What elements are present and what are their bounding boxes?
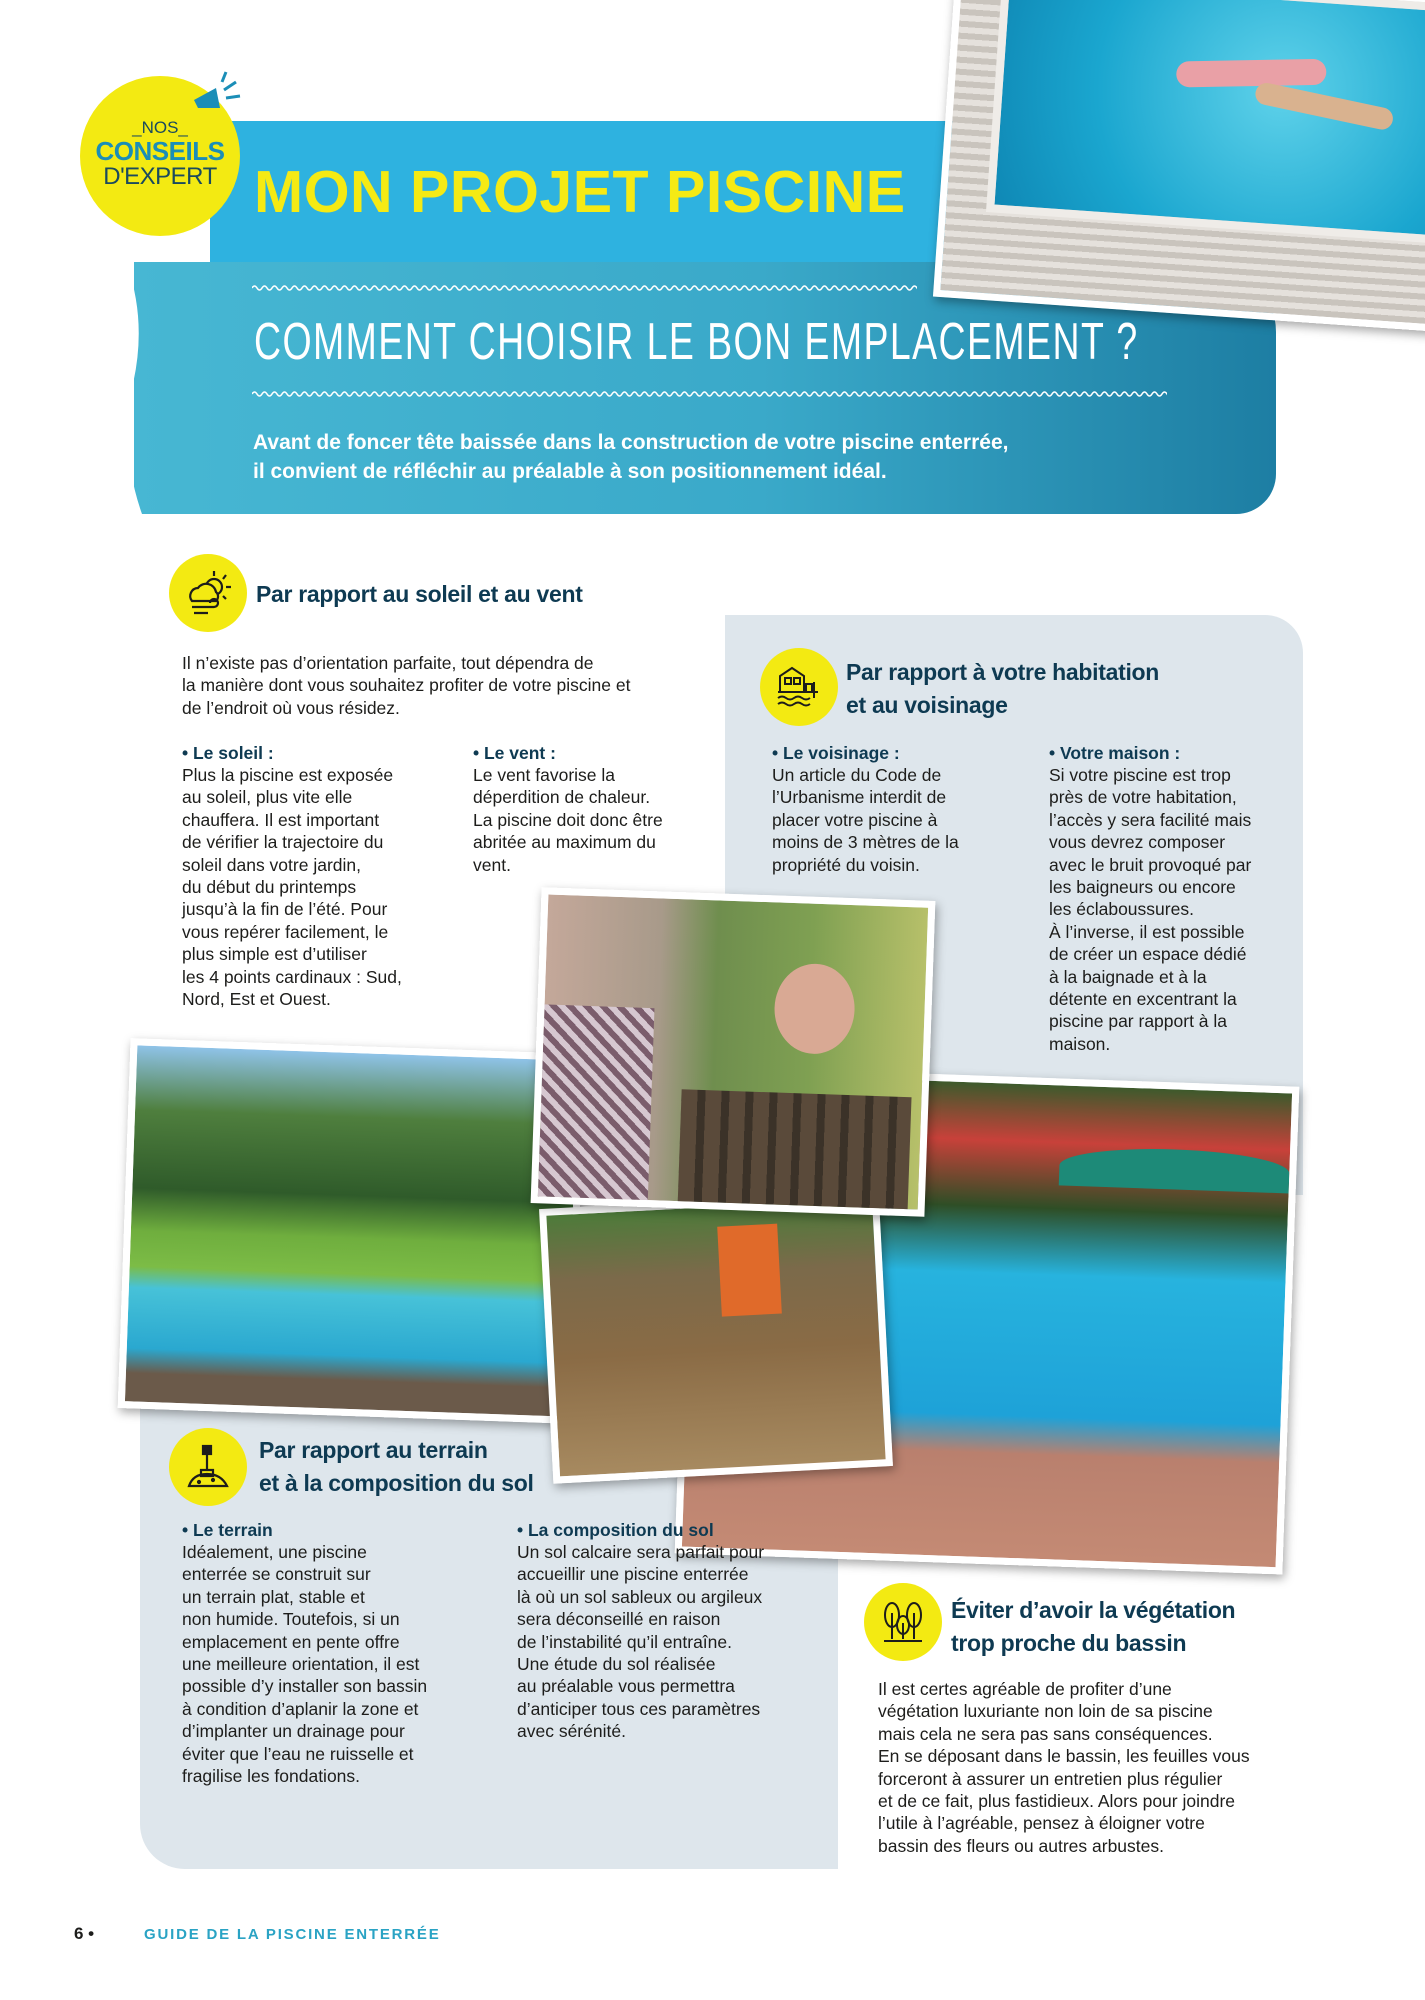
photo-pool-swimmers bbox=[933, 0, 1425, 333]
house-pool-icon bbox=[760, 648, 838, 726]
badge-top: _NOS_ bbox=[132, 118, 188, 137]
section-heading-sun: Par rapport au soleil et au vent bbox=[256, 581, 583, 607]
bullet-vent-title: • Le vent : bbox=[473, 743, 556, 763]
shovel-soil-icon bbox=[169, 1428, 247, 1506]
footer-guide-title: GUIDE DE LA PISCINE ENTERRÉE bbox=[144, 1926, 441, 1943]
bullet-terrain-text: Idéalement, une piscine enterrée se construit sur un terrain plat, stable et non humide. Toutefois, si un emplacement en pente offre une meilleure orientation, il est possible d’y installer son bassin à condition d’aplanir la zone et d’implanter un drainage pour éviter que l’eau ne ruisselle et fragilise les fondations. bbox=[182, 1542, 428, 1787]
page-number: 6 • bbox=[74, 1924, 95, 1943]
megaphone-icon bbox=[188, 70, 244, 126]
bullet-voisinage-text: Un article du Code de l’Urbanisme interdit de placer votre piscine à moins de 3 mètres de la propriété du voisin. bbox=[772, 765, 959, 875]
bullet-terrain-title: • Le terrain bbox=[182, 1520, 273, 1540]
sun-intro: Il n’existe pas d’orientation parfaite, tout dépendra de la manière dont vous souhaitez profiter de votre piscine et de l’endroit où vous résidez. bbox=[182, 653, 631, 718]
photo-neighbours bbox=[531, 887, 936, 1217]
photo-garden-pool bbox=[118, 1038, 586, 1424]
bullet-maison-title: • Votre maison : bbox=[1049, 743, 1181, 763]
badge-bottom: D'EXPERT bbox=[103, 163, 217, 190]
bullet-maison-text: Si votre piscine est trop près de votre habitation, l’accès y sera facilité mais vous devrez composer avec le bruit provoqué par les baigneurs ou encore les éclaboussures. À l’inverse, il est possible de créer un espace dédié à la baignade et à la détente en excentrant la piscine par rapport à la maison. bbox=[1049, 765, 1252, 1054]
bullet-sol-text: Un sol calcaire sera parfait pour accueillir une piscine enterrée là où un sol sableux ou argileux sera déconseillé en raison de l’instabilité qu’il entraîne. Une étude du sol réalisée au préalable vous permettra d’anticiper tous ces paramètres avec sérénité. bbox=[517, 1542, 765, 1742]
bullet-soleil-text: Plus la piscine est exposée au soleil, plus vite elle chauffera. Il est important de vérifier la trajectoire du soleil dans votre jardin, du début du printemps jusqu’à la fin de l’été. Pour vous repérer facilement, le plus simple est d’utiliser les 4 points cardinaux : Sud, Nord, Est et Ouest. bbox=[182, 765, 402, 1010]
wave-divider-bottom bbox=[252, 389, 1167, 399]
section-heading-house: Par rapport à votre habitation et au voisinage bbox=[846, 659, 1160, 718]
sun-cloud-wind-icon bbox=[169, 554, 247, 632]
bullet-soleil-title: • Le soleil : bbox=[182, 743, 274, 763]
bullet-vent-text: Le vent favorise la déperdition de chaleur. La piscine doit donc être abritée au maximum du vent. bbox=[473, 765, 663, 875]
section-heading-vegetation: Éviter d’avoir la végétation trop proche du bassin bbox=[951, 1597, 1236, 1656]
photo-excavation bbox=[539, 1191, 893, 1483]
badge-mid: CONSEILS bbox=[95, 136, 225, 166]
vegetation-text: Il est certes agréable de profiter d’une végétation luxuriante non loin de sa piscine mais cela ne sera pas sans conséquences. En se déposant dans le bassin, les feuilles vous forceront à assurer un entretien plus régulier et de ce fait, plus fastidieux. Alors pour joindre l’utile à l’agréable, pensez à éloigner votre bassin des fleurs ou autres arbustes. bbox=[878, 1679, 1250, 1856]
section-heading-soil: Par rapport au terrain et à la composition du sol bbox=[259, 1437, 534, 1496]
page-subtitle: COMMENT CHOISIR LE BON EMPLACEMENT ? bbox=[254, 313, 1139, 371]
bullet-voisinage-title: • Le voisinage : bbox=[772, 743, 900, 763]
intro-text: Avant de foncer tête baissée dans la construction de votre piscine enterrée, il convient de réfléchir au préalable à son positionnement idéal. bbox=[253, 431, 1009, 483]
bullet-sol-title: • La composition du sol bbox=[517, 1520, 714, 1540]
wave-divider-top bbox=[252, 283, 917, 293]
page-title: MON PROJET PISCINE bbox=[254, 159, 906, 225]
trees-icon bbox=[864, 1583, 942, 1661]
